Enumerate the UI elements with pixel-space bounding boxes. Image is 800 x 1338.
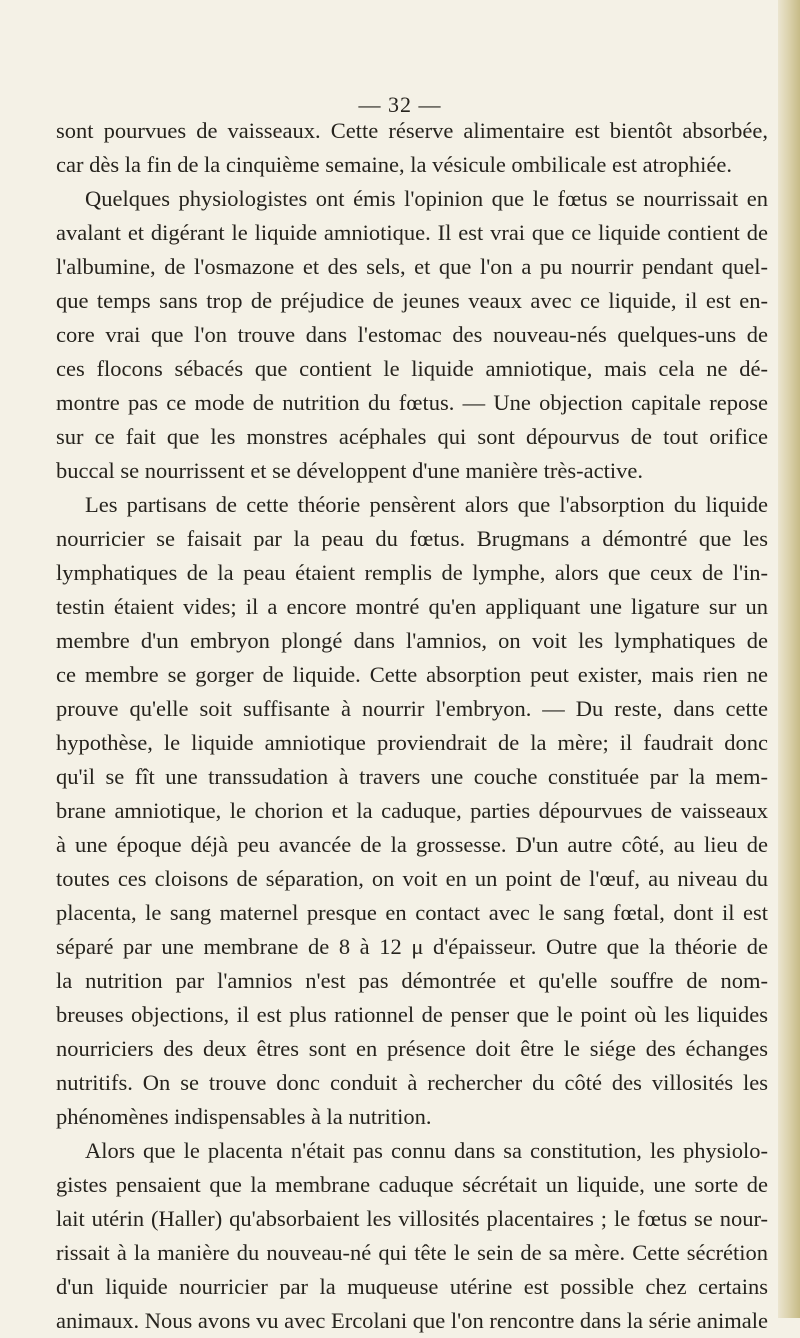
- text-line: la nutrition par l'amnios n'est pas démontrée et qu'elle souffre de nom-: [56, 968, 768, 993]
- text-line: testin étaient vides; il a encore montré qu'en appliquant une ligature sur un: [56, 594, 768, 619]
- text-line: ces flocons sébacés que contient le liquide amniotique, mais cela ne dé-: [56, 356, 768, 381]
- text-line: brane amniotique, le chorion et la caduque, parties dépourvues de vaisseaux: [56, 798, 768, 823]
- text-line: buccal se nourrissent et se développent d'une manière très-active.: [56, 458, 643, 483]
- text-line: nourriciers des deux êtres sont en présence doit être le siége des échanges: [56, 1036, 768, 1061]
- text-line: nutritifs. On se trouve donc conduit à rechercher du côté des villosités les: [56, 1070, 768, 1095]
- text-line: Quelques physiologistes ont émis l'opinion que le fœtus se nourrissait en: [85, 186, 768, 211]
- text-line: sur ce fait que les monstres acéphales qui sont dépourvus de tout orifice: [56, 424, 768, 449]
- text-line: membre d'un embryon plongé dans l'amnios, on voit les lymphatiques de: [56, 628, 768, 653]
- text-line: à une époque déjà peu avancée de la grossesse. D'un autre côté, au lieu de: [56, 832, 768, 857]
- text-line: placenta, le sang maternel presque en contact avec le sang fœtal, dont il est: [56, 900, 768, 925]
- text-line: gistes pensaient que la membrane caduque sécrétait un liquide, une sorte de: [56, 1172, 768, 1197]
- text-line: avalant et digérant le liquide amniotique. Il est vrai que ce liquide contient de: [56, 220, 768, 245]
- text-line: d'un liquide nourricier par la muqueuse utérine est possible chez certains: [56, 1274, 768, 1299]
- page-number: — 32 —: [358, 92, 442, 117]
- text-line: hypothèse, le liquide amniotique proviendrait de la mère; il faudrait donc: [56, 730, 768, 755]
- text-line: Alors que le placenta n'était pas connu dans sa constitution, les physiolo-: [85, 1138, 768, 1163]
- text-line: core vrai que l'on trouve dans l'estomac des nouveau-nés quelques-uns de: [56, 322, 768, 347]
- text-line: car dès la fin de la cinquième semaine, la vésicule ombilicale est atrophiée.: [56, 152, 732, 177]
- text-line: Les partisans de cette théorie pensèrent alors que l'absorption du liquide: [85, 492, 768, 517]
- text-line: que temps sans trop de préjudice de jeunes veaux avec ce liquide, il est en-: [56, 288, 768, 313]
- text-line: rissait à la manière du nouveau-né qui tête le sein de sa mère. Cette sécrétion: [56, 1240, 768, 1265]
- text-line: montre pas ce mode de nutrition du fœtus. — Une objection capitale repose: [56, 390, 768, 415]
- text-line: breuses objections, il est plus rationnel de penser que le point où les liquides: [56, 1002, 768, 1027]
- text-line: qu'il se fît une transsudation à travers une couche constituée par la mem-: [56, 764, 768, 789]
- text-line: ce membre se gorger de liquide. Cette absorption peut exister, mais rien ne: [56, 662, 768, 687]
- text-line: phénomènes indispensables à la nutrition.: [56, 1104, 432, 1129]
- text-line: l'albumine, de l'osmazone et des sels, et que l'on a pu nourrir pendant quel-: [56, 254, 768, 279]
- text-line: nourricier se faisait par la peau du fœtus. Brugmans a démontré que les: [56, 526, 768, 551]
- text-line: lait utérin (Haller) qu'absorbaient les villosités placentaires ; le fœtus se nour-: [56, 1206, 768, 1231]
- text-line: prouve qu'elle soit suffisante à nourrir l'embryon. — Du reste, dans cette: [56, 696, 768, 721]
- text-line: toutes ces cloisons de séparation, on voit en un point de l'œuf, au niveau du: [56, 866, 768, 891]
- text-line: animaux. Nous avons vu avec Ercolani que l'on rencontre dans la série animale: [56, 1308, 768, 1333]
- page-edge: [778, 0, 800, 1318]
- body-text: [56, 114, 768, 1338]
- text-line: séparé par une membrane de 8 à 12 μ d'épaisseur. Outre que la théorie de: [56, 934, 768, 959]
- text-line: sont pourvues de vaisseaux. Cette réserve alimentaire est bientôt absorbée,: [56, 118, 768, 143]
- text-line: lymphatiques de la peau étaient remplis de lymphe, alors que ceux de l'in-: [56, 560, 768, 585]
